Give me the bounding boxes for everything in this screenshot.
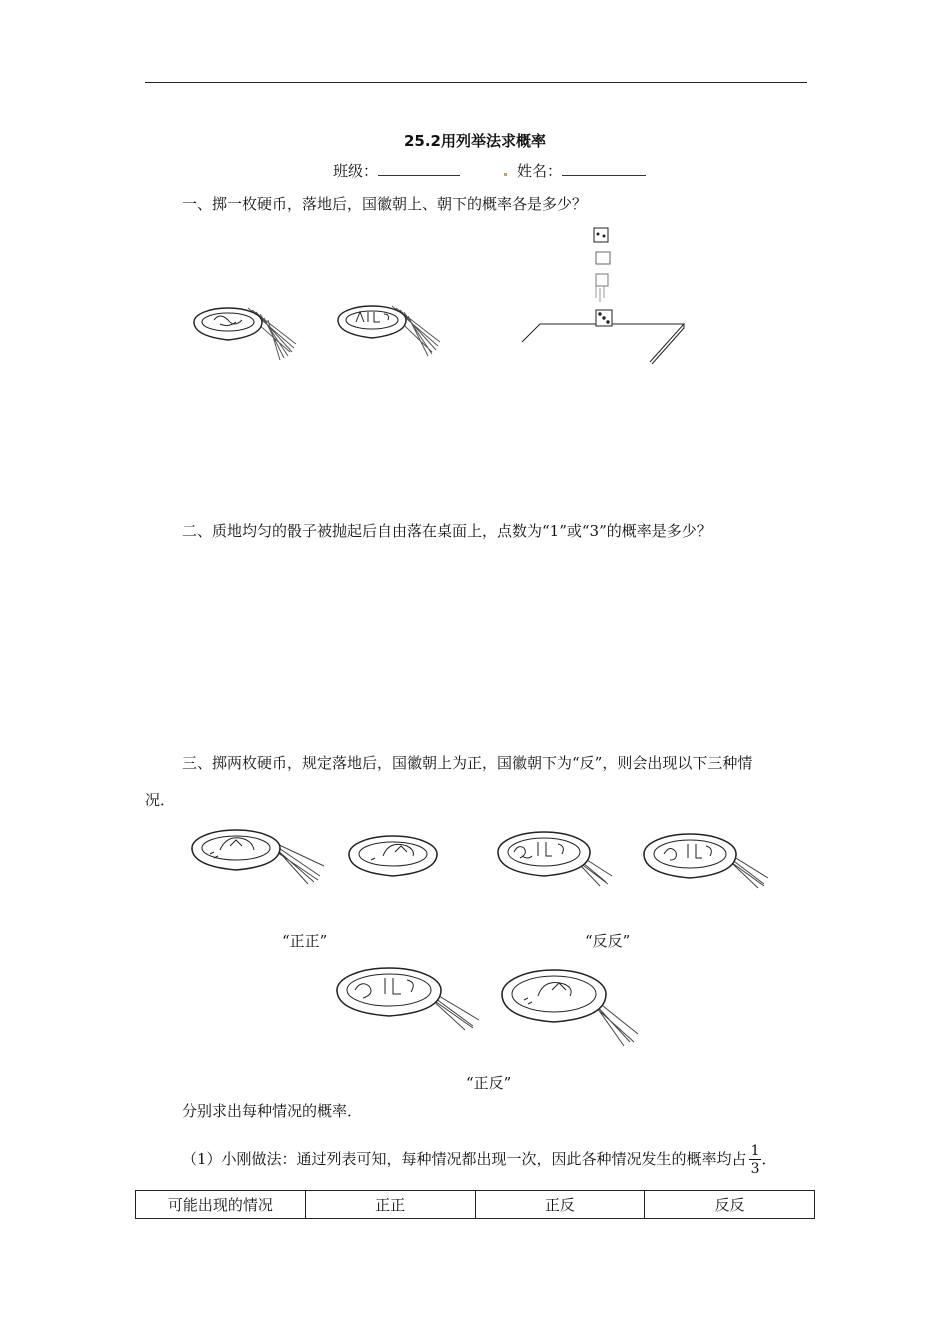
method-line	[182, 1144, 777, 1176]
method-end: ．	[761, 1150, 777, 1168]
class-label: 班级：	[333, 162, 379, 180]
falling-die-illustration	[520, 224, 690, 366]
header-rule	[145, 82, 807, 83]
class-field[interactable]	[378, 175, 460, 176]
table-row	[136, 1191, 815, 1219]
coin-heads-illustration	[345, 826, 475, 888]
page-title: 25.2用列举法求概率	[403, 132, 546, 150]
coin-heads-illustration	[190, 822, 330, 886]
caption-zhengfan: “正反”	[466, 1074, 512, 1092]
table-cell: 正正	[305, 1191, 475, 1219]
coin-heads-illustration	[190, 300, 300, 362]
coin-tails-illustration	[333, 960, 483, 1036]
fraction-numerator: 1	[750, 1143, 760, 1159]
outcome-table	[135, 1190, 815, 1219]
student-info-line	[333, 160, 646, 181]
caption-fanfan: “反反”	[585, 932, 631, 950]
question-3-line-2: 况．	[145, 791, 176, 809]
name-label: 姓名：	[517, 162, 563, 180]
coin-tails-illustration	[492, 822, 622, 892]
table-cell: 可能出现的情况	[136, 1191, 306, 1219]
question-2: 二、质地均匀的骰子被抛起后自由落在桌面上，点数为“1”或“3”的概率是多少？	[182, 522, 712, 540]
instruction-line: 分别求出每种情况的概率．	[182, 1102, 363, 1120]
table-cell: 反反	[645, 1191, 815, 1219]
coin-tails-illustration	[332, 298, 444, 360]
name-field[interactable]	[562, 175, 646, 176]
coin-tails-illustration	[640, 826, 772, 896]
method-text: （1）小刚做法：通过列表可知，每种情况都出现一次，因此各种情况发生的概率均占	[182, 1150, 747, 1168]
coin-heads-illustration	[498, 962, 648, 1048]
fraction	[749, 1144, 762, 1176]
fraction-denominator: 3	[750, 1161, 760, 1177]
question-1: 一、掷一枚硬币，落地后，国徽朝上、朝下的概率各是多少？	[182, 195, 588, 213]
caption-zhengzheng: “正正”	[282, 932, 328, 950]
question-3-line-1: 三、掷两枚硬币，规定落地后，国徽朝上为正，国徽朝下为“反”，则会出现以下三种情	[182, 754, 753, 772]
table-cell: 正反	[475, 1191, 645, 1219]
decor-dot	[504, 173, 507, 176]
